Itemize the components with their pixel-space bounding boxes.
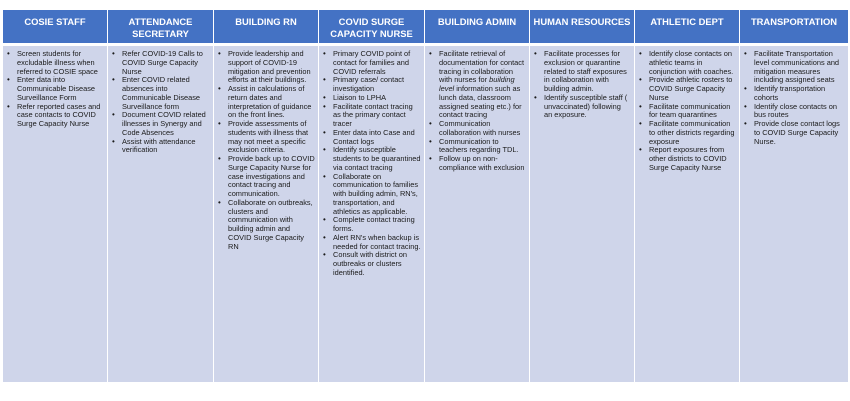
bullet-list — [530, 50, 631, 120]
bullet-list — [740, 50, 845, 146]
bullet-item: • Identify transportation cohorts — [754, 85, 845, 103]
bullet-item: • Primary case/ contact investigation — [333, 76, 421, 94]
bullet-item: • Provide close contact logs to COVID Surge Capacity Nurse. — [754, 120, 845, 146]
bullet-list — [635, 50, 736, 173]
column-header: ATHLETIC DEPT — [635, 10, 739, 43]
bullet-item: • Facilitate communication to other districts regarding exposure — [649, 120, 736, 146]
column-header: ATTENDANCE SECRETARY — [108, 10, 213, 43]
column-body — [740, 44, 848, 382]
bullet-text-emphasis: building level — [439, 75, 515, 93]
roles-table — [3, 10, 847, 382]
bullet-item: • Primary COVID point of contact for families and COVID referrals — [333, 50, 421, 76]
bullet-item: • Enter data into Case and Contact logs — [333, 129, 421, 147]
column-body — [530, 44, 634, 382]
bullet-item: • Communication collaboration with nurses — [439, 120, 526, 138]
column-body — [425, 44, 529, 382]
bullet-list — [3, 50, 104, 129]
bullet-item: • Assist in calculations of return dates and interpretation of guidance on the front lines. — [228, 85, 315, 120]
bullet-item: • Alert RN's when backup is needed for contact tracing. — [333, 234, 421, 252]
column-header: BUILDING RN — [214, 10, 318, 43]
column-body — [214, 44, 318, 382]
bullet-item: • Provide leadership and support of COVID-19 mitigation and prevention efforts at their buildings. — [228, 50, 315, 85]
bullet-item: • Collaborate on communication to families with building admin, RN's, transportation, and athletics as applicable. — [333, 173, 421, 217]
bullet-item: • Assist with attendance verification — [122, 138, 210, 156]
column-header: TRANSPORTATION — [740, 10, 848, 43]
column-body — [635, 44, 739, 382]
bullet-item: • Complete contact tracing forms. — [333, 216, 421, 234]
bullet-item: • Facilitate contact tracing as the primary contact tracer — [333, 103, 421, 129]
bullet-item: • Identify close contacts on bus routes — [754, 103, 845, 121]
bullet-list — [425, 50, 526, 173]
column-body — [108, 44, 213, 382]
bullet-item: • Provide athletic rosters to COVID Surge Capacity Nurse — [649, 76, 736, 102]
bullet-list — [214, 50, 315, 251]
bullet-item: • Enter data into Communicable Disease Surveillance Form — [17, 76, 104, 102]
bullet-item: • Follow up on non-compliance with exclusion — [439, 155, 526, 173]
column-header: COVID SURGE CAPACITY NURSE — [319, 10, 424, 43]
bullet-item: • Screen students for excludable illness when referred to COSIE space — [17, 50, 104, 76]
bullet-item: • Communication to teachers regarding TDL. — [439, 138, 526, 156]
bullet-item: • Refer COVID-19 Calls to COVID Surge Capacity Nurse — [122, 50, 210, 76]
bullet-item: • Document COVID related illnesses in Synergy and Code Absences — [122, 111, 210, 137]
bullet-item: • Refer reported cases and case contacts to COVID Surge Capacity Nurse — [17, 103, 104, 129]
bullet-item: • Identify susceptible staff ( unvaccinated) following an exposure. — [544, 94, 631, 120]
column-header: HUMAN RESOURCES — [530, 10, 634, 43]
bullet-item: • Consult with district on outbreaks or clusters identified. — [333, 251, 421, 277]
bullet-item: • Facilitate processes for exclusion or quarantine related to staff exposures in collaboration with building admin. — [544, 50, 631, 94]
bullet-text: Facilitate retrieval of documentation for contact tracing in collaboration with nurses for — [439, 49, 525, 85]
bullet-text: information such as lunch data, classroom assigned seating etc.) for contact tracing — [439, 84, 522, 120]
bullet-item: • Identify susceptible students to be quarantined via contact tracing — [333, 146, 421, 172]
column-header: COSIE STAFF — [3, 10, 107, 43]
bullet-item: • Identify close contacts on athletic teams in conjunction with coaches. — [649, 50, 736, 76]
bullet-item: • Facilitate communication for team quarantines — [649, 103, 736, 121]
bullet-item: • Enter COVID related absences into Communicable Disease Surveillance form — [122, 76, 210, 111]
bullet-item: • Provide assessments of students with illness that may not meet a specific exclusion criteria. — [228, 120, 315, 155]
bullet-list — [108, 50, 210, 155]
bullet-item — [439, 50, 526, 120]
bullet-list — [319, 50, 421, 278]
column-header: BUILDING ADMIN — [425, 10, 529, 43]
bullet-item: • Provide back up to COVID Surge Capacity Nurse for case investigations and contact tracing and communication. — [228, 155, 315, 199]
bullet-item: • Liaison to LPHA — [333, 94, 421, 103]
column-body — [319, 44, 424, 382]
bullet-item: • Report exposures from other districts to COVID Surge Capacity Nurse — [649, 146, 736, 172]
column-body — [3, 44, 107, 382]
bullet-item: • Collaborate on outbreaks, clusters and communication with building admin and COVID Surge Capacity RN — [228, 199, 315, 252]
bullet-item: • Facilitate Transportation level communications and mitigation measures including assigned seats — [754, 50, 845, 85]
